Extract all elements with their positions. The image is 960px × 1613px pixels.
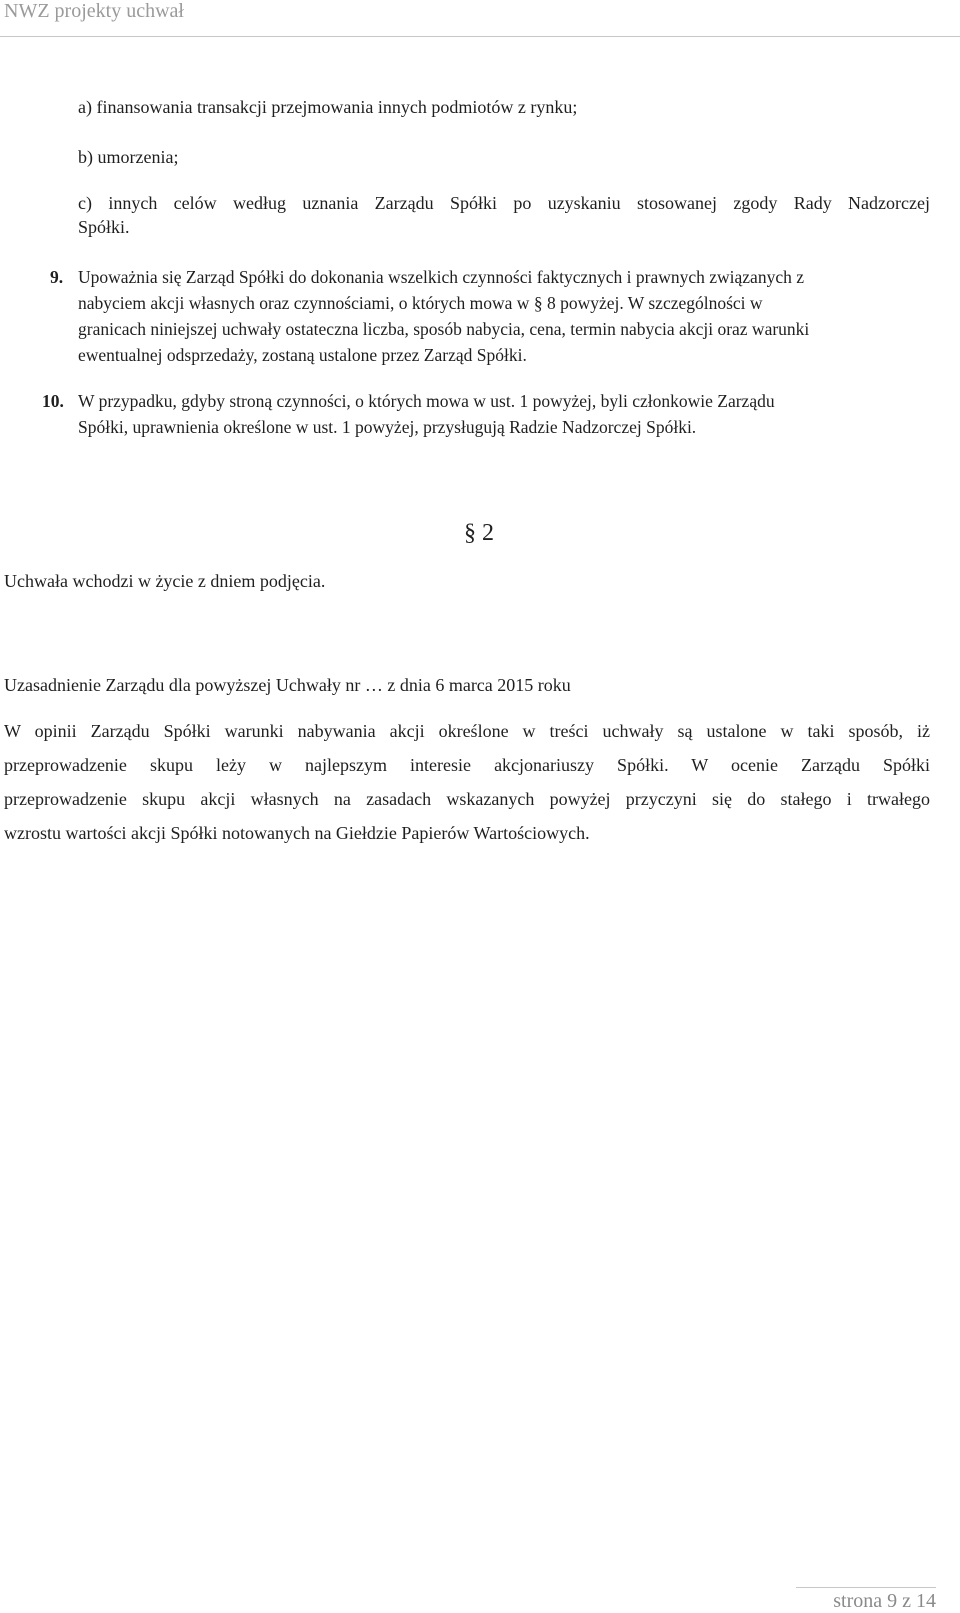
page-header xyxy=(0,0,960,37)
header-title: NWZ projekty uchwał xyxy=(4,0,184,22)
paragraph-9-line-3: granicach niniejszej uchwały ostateczna liczba, sposób nabycia, cena, termin nabycia akcji oraz warunki xyxy=(78,319,810,339)
justification-line-3: przeprowadzenie skupu akcji własnych na zasadach wskazanych powyżej przyczyni się do stałego i trwałego xyxy=(4,789,930,809)
item-c xyxy=(78,186,930,220)
paragraph-9 xyxy=(50,264,958,368)
justification-line-1: W opinii Zarządu Spółki warunki nabywania akcji określone w treści uchwały są ustalone w taki sposób, iż xyxy=(4,721,930,741)
section-sign: § 2 xyxy=(464,520,494,546)
item-c-line-1: c) innych celów według uznania Zarządu Spółki po uzyskaniu stosowanej zgody Rady Nadzorczej xyxy=(78,193,930,213)
paragraph-9-line-2: nabyciem akcji własnych oraz czynnościami, o których mowa w § 8 powyżej. W szczególności w xyxy=(78,293,763,313)
paragraph-9-number: 9. xyxy=(50,267,64,287)
justification-body xyxy=(4,714,930,850)
item-c-continuation: Spółki. xyxy=(78,217,130,237)
item-b: b) umorzenia; xyxy=(78,147,179,167)
page-number: strona 9 z 14 xyxy=(796,1587,936,1613)
paragraph-9-line-4: ewentualnej odsprzedaży, zostaną ustalone przez Zarząd Spółki. xyxy=(78,345,527,365)
justification-line-4: wzrostu wartości akcji Spółki notowanych na Giełdzie Papierów Wartościowych. xyxy=(4,823,590,843)
paragraph-9-line-1: Upoważnia się Zarząd Spółki do dokonania wszelkich czynności faktycznych i prawnych związanych z xyxy=(78,267,804,287)
paragraph-10-number: 10. xyxy=(42,391,64,411)
paragraph-10-line-2: Spółki, uprawnienia określone w ust. 1 powyżej, przysługują Radzie Nadzorczej Spółki. xyxy=(78,417,697,437)
paragraph-10-line-1: W przypadku, gdyby stroną czynności, o których mowa w ust. 1 powyżej, byli członkowie Zarządu xyxy=(78,391,775,411)
item-a: a) finansowania transakcji przejmowania innych podmiotów z rynku; xyxy=(78,97,578,117)
justification-title: Uzasadnienie Zarządu dla powyższej Uchwały nr … z dnia 6 marca 2015 roku xyxy=(4,675,571,695)
paragraph-10 xyxy=(42,388,958,440)
justification-line-2: przeprowadzenie skupu leży w najlepszym interesie akcjonariuszy Spółki. W ocenie Zarządu Spółki xyxy=(4,755,930,775)
section-text: Uchwała wchodzi w życie z dniem podjęcia. xyxy=(4,571,326,591)
